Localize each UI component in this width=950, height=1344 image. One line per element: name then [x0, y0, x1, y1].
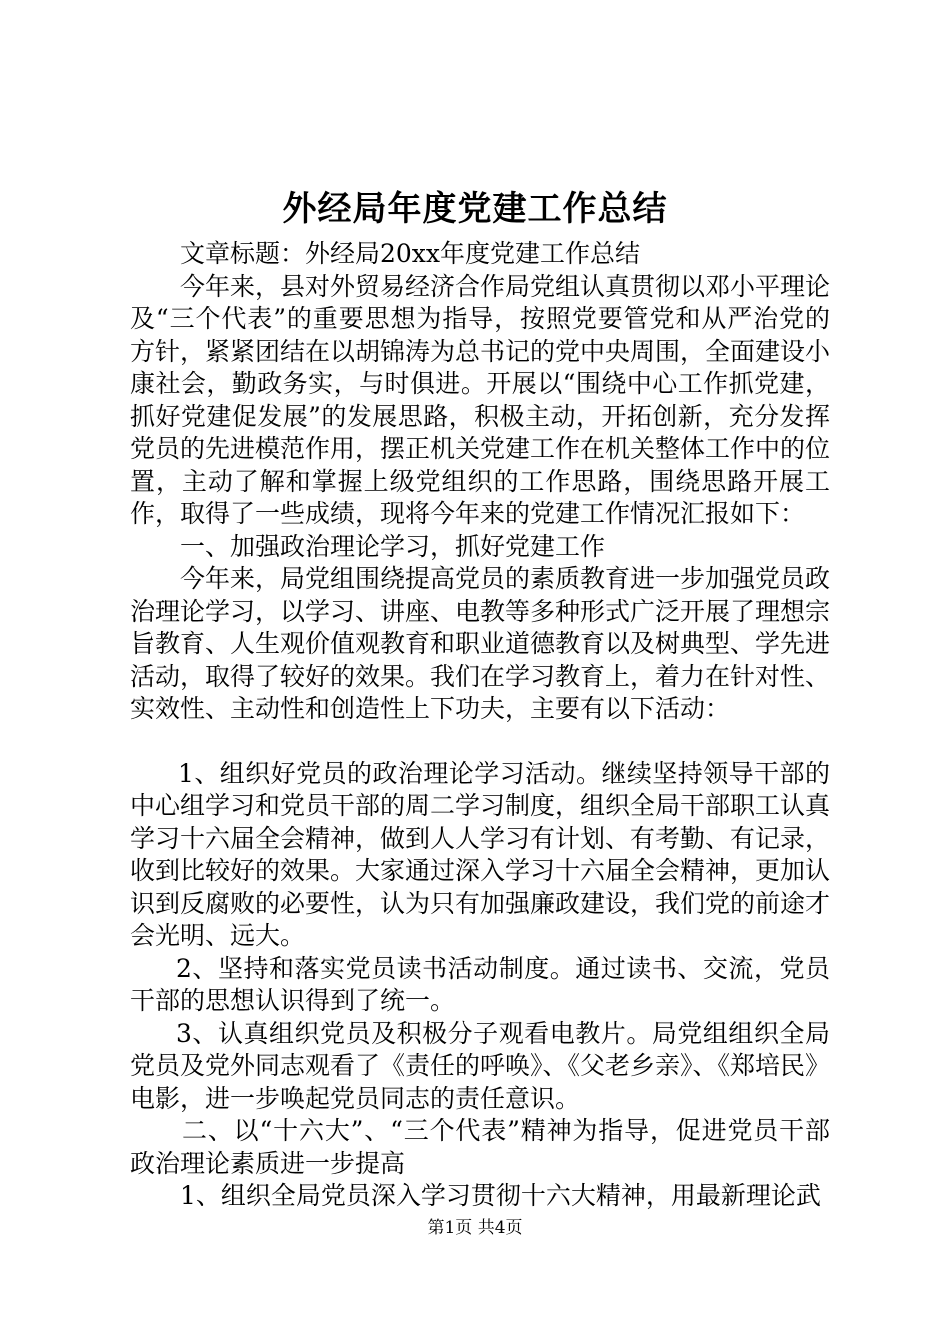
intro-paragraph: 今年来，县对外贸易经济合作局党组认真贯彻以邓小平理论及“三个代表”的重要思想为指导，按照党要管党和从严治党的方针，紧紧团结在以胡锦涛为总书记的党中央周围，全面建设小康社会，勤政务实，与时俱进。开展以“围绕中心工作抓党建，抓好党建促发展”的发展思路，积极主动，开拓创新，充分发挥党员的先进模范作用，摆正机关党建工作在机关整体工作中的位置，主动了解和掌握上级党组织的工作思路，围绕思路开展工作，取得了一些成绩，现将今年来的党建工作情况汇报如下： — [130, 271, 831, 528]
section-2-item-1-paragraph: 1、组织全局党员深入学习贯彻十六大精神，用最新理论武 — [180, 1181, 821, 1210]
document-body — [130, 238, 830, 1213]
section-heading-2: 二、以“十六大”、“三个代表”精神为指导，促进党员干部政治理论素质进一步提高 — [130, 1116, 830, 1178]
section-1-paragraph: 今年来，局党组围绕提高党员的素质教育进一步加强党员政治理论学习，以学习、讲座、电教等多种形式广泛开展了理想宗旨教育、人生观价值观教育和职业道德教育以及树典型、学先进活动，取得了较好的效果。我们在学习教育上，着力在针对性、实效性、主动性和创造性上下功夫，主要有以下活动： — [130, 564, 831, 723]
item-1-paragraph: 1、组织好党员的政治理论学习活动。继续坚持领导干部的中心组学习和党员干部的周二学习制度，组织全局干部职工认真学习十六届全会精神，做到人人学习有计划、有考勤、有记录，收到比较好的效果。大家通过深入学习十六届全会精神，更加认识到反腐败的必要性，认为只有加强廉政建设，我们党的前途才会光明、远大。 — [130, 758, 831, 950]
section-heading-1: 一、加强政治理论学习，抓好党建工作 — [180, 531, 606, 561]
item-3-paragraph: 3、认真组织党员及积极分子观看电教片。局党组组织全局党员及党外同志观看了《责任的呼唤》、《父老乡亲》、《郑培民》电影，进一步唤起党员同志的责任意识。 — [130, 1018, 831, 1113]
page-number-footer: 第1页 共4页 — [427, 1218, 523, 1238]
item-2-paragraph: 2、坚持和落实党员读书活动制度。通过读书、交流，党员干部的思想认识得到了统一。 — [130, 953, 830, 1015]
document-title: 外经局年度党建工作总结 — [282, 189, 668, 229]
article-title-line: 文章标题：外经局20xx年度党建工作总结 — [180, 239, 641, 268]
